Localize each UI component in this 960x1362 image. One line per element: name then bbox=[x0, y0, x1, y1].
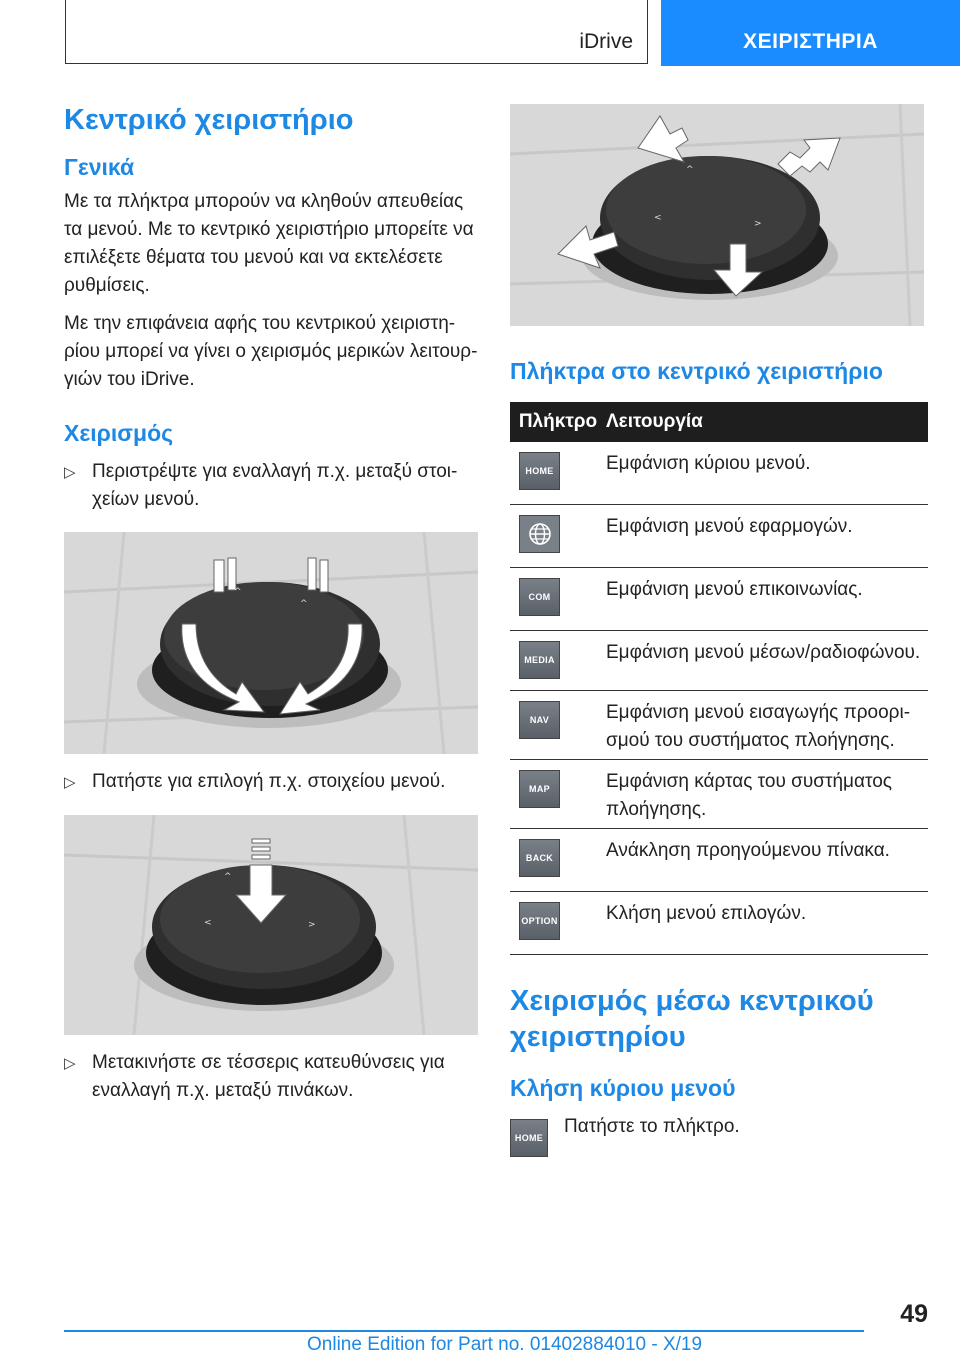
table-cell-desc: Ανάκληση προηγούμενου πίνακα. bbox=[606, 840, 890, 861]
call-main-menu-text: Πατήστε το πλήκτρο. bbox=[564, 1116, 740, 1137]
controller-rotate-illustration bbox=[64, 532, 478, 754]
table-cell-desc: Εμφάνιση κύριου μενού. bbox=[606, 453, 811, 474]
keys-table-header bbox=[510, 402, 928, 442]
svg-text:^: ^ bbox=[686, 165, 694, 175]
page-title: Κεντρικό χειριστήριο bbox=[64, 104, 354, 136]
map-key-icon: MAP bbox=[519, 770, 560, 808]
table-cell-desc: Εμφάνιση μενού εισαγωγής προορισμού του συστήματος πλοήγησης. bbox=[606, 702, 911, 751]
general-heading: Γενικά bbox=[64, 154, 135, 180]
controller-move-illustration bbox=[510, 104, 924, 326]
controller-move-image bbox=[510, 104, 924, 326]
bullet-text: Πατήστε για επιλογή π.χ. στοιχείου μενού. bbox=[92, 771, 446, 792]
table-cell-desc: Εμφάνιση μενού μέσων/ραδιοφώνου. bbox=[606, 642, 921, 663]
header-function: Λειτουργία bbox=[606, 411, 703, 432]
svg-text:^: ^ bbox=[300, 599, 308, 609]
table-cell-desc: Εμφάνιση μενού επικοινωνίας. bbox=[606, 579, 863, 600]
triangle-right-icon: ▷ bbox=[64, 464, 76, 481]
header-key: Πλήκτρο bbox=[518, 411, 598, 432]
page-number: 49 bbox=[900, 1300, 928, 1328]
general-paragraph-1: Με τα πλήκτρα μπορούν να κληθούν απευθείας τα μενού. Με το κεντρικό χειριστήριο μπορείτε να επιλέξετε θέματα του μενού και να εκτελέσετε ρυθμίσεις. bbox=[64, 191, 474, 296]
bullet-press bbox=[64, 768, 478, 797]
operation-via-controller-heading: Χειρισμός μέσω κεντρικού χειριστηρίου bbox=[510, 985, 874, 1053]
footer-edition: Online Edition for Part no. 01402884010 - X/19 bbox=[307, 1334, 703, 1355]
table-row bbox=[510, 631, 928, 691]
svg-text:^: ^ bbox=[234, 587, 242, 597]
bullet-move bbox=[64, 1049, 478, 1105]
table-cell-desc: Εμφάνιση κάρτας του συστήματος πλοήγησης. bbox=[606, 771, 892, 820]
svg-text:<: < bbox=[654, 213, 662, 223]
bullet-rotate bbox=[64, 458, 478, 514]
svg-text:>: > bbox=[754, 219, 762, 229]
bullet-text: Περιστρέψτε για εναλλαγή π.χ. μεταξύ στοιχείων μενού. bbox=[92, 461, 458, 510]
call-main-menu-row bbox=[510, 1117, 928, 1157]
left-column bbox=[64, 100, 478, 1105]
general-paragraph-2: Με την επιφάνεια αφής του κεντρικού χειριστηρίου μπορεί να γίνει ο χειρισμός μερικών λειτουργιών του iDrive. bbox=[64, 313, 478, 390]
table-cell-desc: Εμφάνιση μενού εφαρμογών. bbox=[606, 516, 853, 537]
right-column bbox=[510, 100, 928, 1157]
table-row bbox=[510, 442, 928, 505]
media-key-icon: MEDIA bbox=[519, 641, 560, 679]
svg-text:<: < bbox=[204, 918, 212, 928]
bullet-text: Μετακινήστε σε τέσσερις κατευθύνσεις για εναλλαγή π.χ. μεταξύ πινάκων. bbox=[92, 1052, 445, 1101]
globe-icon bbox=[519, 515, 560, 553]
svg-text:^: ^ bbox=[224, 872, 232, 882]
table-row bbox=[510, 892, 928, 955]
controller-rotate-image bbox=[64, 532, 478, 754]
header-section-title: iDrive bbox=[579, 30, 633, 53]
com-key-icon: COM bbox=[519, 578, 560, 616]
operation-heading: Χειρισμός bbox=[64, 420, 174, 446]
header-frame bbox=[65, 0, 648, 64]
option-key-icon: OPTION bbox=[519, 902, 560, 940]
footer-divider bbox=[64, 1330, 864, 1332]
table-row bbox=[510, 568, 928, 631]
table-row bbox=[510, 505, 928, 568]
back-key-icon: BACK bbox=[519, 839, 560, 877]
triangle-right-icon: ▷ bbox=[64, 1055, 76, 1072]
home-key-icon: HOME bbox=[519, 452, 560, 490]
header-chapter-tab: ΧΕΙΡΙΣΤΗΡΙΑ bbox=[661, 0, 960, 66]
controller-press-image bbox=[64, 815, 478, 1035]
controller-press-illustration bbox=[64, 815, 478, 1035]
triangle-right-icon: ▷ bbox=[64, 774, 76, 791]
home-key-icon: HOME bbox=[510, 1119, 548, 1157]
svg-text:>: > bbox=[308, 920, 316, 930]
call-main-menu-heading: Κλήση κύριου μενού bbox=[510, 1075, 736, 1101]
nav-key-icon: NAV bbox=[519, 701, 560, 739]
keys-heading: Πλήκτρα στο κεντρικό χειριστήριο bbox=[510, 358, 883, 384]
table-row bbox=[510, 691, 928, 760]
table-cell-desc: Κλήση μενού επιλογών. bbox=[606, 903, 807, 924]
keys-table bbox=[510, 402, 928, 955]
table-row bbox=[510, 829, 928, 892]
table-row bbox=[510, 760, 928, 829]
